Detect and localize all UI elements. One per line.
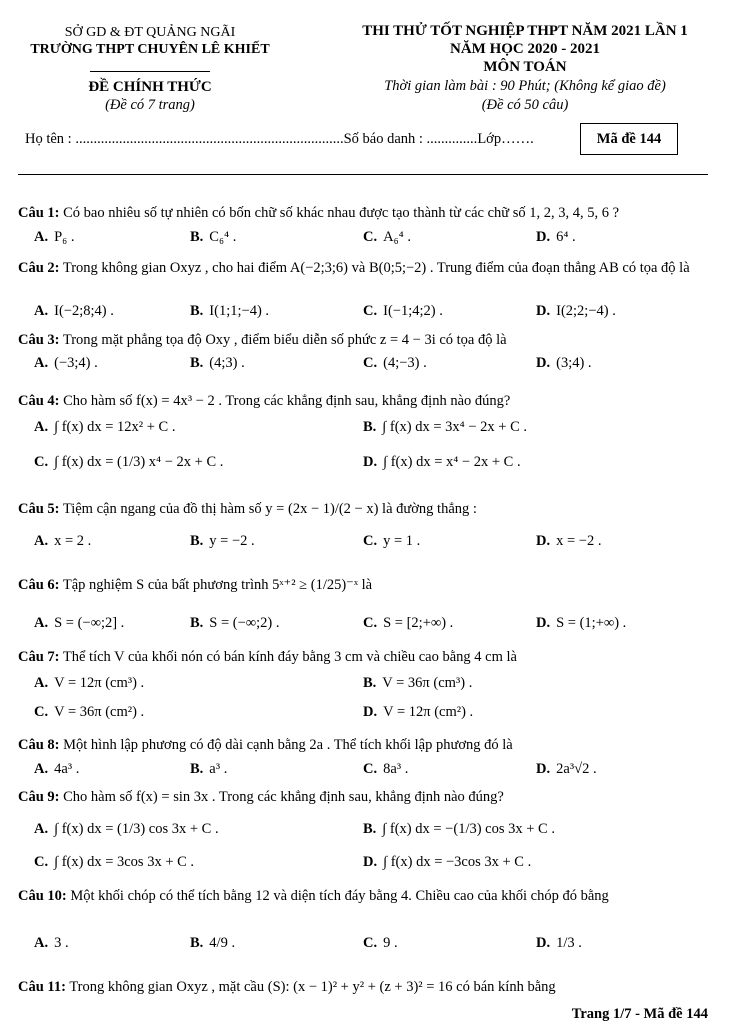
- id-field[interactable]: Số báo danh : ..............: [343, 131, 478, 147]
- q3-option-d[interactable]: D. (3;4) .: [536, 355, 592, 371]
- q1-option-c[interactable]: C. A₆⁴ .: [363, 229, 411, 245]
- subject: MÔN TOÁN: [483, 59, 567, 75]
- question-4: [18, 392, 708, 411]
- header-rule: [18, 174, 708, 175]
- q6-option-c[interactable]: C. S = [2;+∞) .: [363, 615, 454, 631]
- q4-option-b[interactable]: B. ∫ f(x) dx = 3x⁴ − 2x + C .: [363, 419, 528, 435]
- question-label: Câu 9:: [18, 789, 60, 805]
- q2-option-c[interactable]: C. I(−1;4;2) .: [363, 303, 443, 319]
- q3-option-c[interactable]: C. (4;−3) .: [363, 355, 427, 371]
- q1-option-b[interactable]: B. C₆⁴ .: [190, 229, 237, 245]
- q8-option-b[interactable]: B. a³ .: [190, 761, 228, 777]
- question-label: Câu 5:: [18, 501, 60, 517]
- q8-option-a[interactable]: A. 4a³ .: [34, 761, 80, 777]
- q9-option-d[interactable]: D. ∫ f(x) dx = −3cos 3x + C .: [363, 854, 532, 870]
- q7-option-d[interactable]: D. V = 12π (cm²) .: [363, 704, 474, 720]
- question-2: [18, 259, 708, 278]
- question-text: Trong mặt phẳng tọa độ Oxy , điểm biểu diễn số phức z = 4 − 3i có tọa độ là: [62, 332, 507, 348]
- q8-option-d[interactable]: D. 2a³√2 .: [536, 761, 597, 777]
- school-year: NĂM HỌC 2020 - 2021: [450, 41, 600, 57]
- q7-option-b[interactable]: B. V = 36π (cm³) .: [363, 675, 473, 691]
- question-text: Trong không gian Oxyz , cho hai điểm A(−2;3;6) và B(0;5;−2) . Trung điểm của đoạn thẳng AB có tọa độ là: [62, 260, 690, 276]
- q1-option-d[interactable]: D. 6⁴ .: [536, 229, 576, 245]
- exam-code-box: Mã đề 144: [580, 123, 678, 155]
- q4-option-d[interactable]: D. ∫ f(x) dx = x⁴ − 2x + C .: [363, 454, 521, 470]
- q10-option-c[interactable]: C. 9 .: [363, 935, 398, 951]
- exam-title: THI THỬ TỐT NGHIỆP THPT NĂM 2021 LẦN 1: [362, 23, 688, 39]
- question-text: Có bao nhiêu số tự nhiên có bốn chữ số khác nhau được tạo thành từ các chữ số 1, 2, 3, 4, 5, 6 ?: [63, 205, 620, 221]
- question-label: Câu 2:: [18, 260, 60, 276]
- q9-option-c[interactable]: C. ∫ f(x) dx = 3cos 3x + C .: [34, 854, 195, 870]
- pages-note: (Đề có 7 trang): [105, 97, 195, 113]
- question-label: Câu 6:: [18, 577, 60, 593]
- dept-name: SỞ GD & ĐT QUẢNG NGÃI: [64, 25, 236, 40]
- question-text: Cho hàm số f(x) = 4x³ − 2 . Trong các khẳng định sau, khẳng định nào đúng?: [63, 393, 511, 409]
- question-text: Tiệm cận ngang của đồ thị hàm số y = (2x − 1)/(2 − x) là đường thẳng :: [62, 501, 477, 517]
- q5-option-a[interactable]: A. x = 2 .: [34, 533, 92, 549]
- q7-option-a[interactable]: A. V = 12π (cm³) .: [34, 675, 145, 691]
- q6-option-b[interactable]: B. S = (−∞;2) .: [190, 615, 280, 631]
- question-label: Câu 4:: [18, 393, 60, 409]
- question-9: [18, 788, 708, 807]
- question-text: Cho hàm số f(x) = sin 3x . Trong các khẳng định sau, khẳng định nào đúng?: [63, 789, 504, 805]
- q3-option-b[interactable]: B. (4;3) .: [190, 355, 245, 371]
- q5-option-b[interactable]: B. y = −2 .: [190, 533, 255, 549]
- class-field[interactable]: Lớp…….: [477, 131, 534, 147]
- q2-option-b[interactable]: B. I(1;1;−4) .: [190, 303, 270, 319]
- q2-option-d[interactable]: D. I(2;2;−4) .: [536, 303, 616, 319]
- header-left: [0, 24, 300, 114]
- q4-option-a[interactable]: A. ∫ f(x) dx = 12x² + C .: [34, 419, 176, 435]
- name-field[interactable]: Họ tên : ..........................................................................: [25, 131, 344, 147]
- question-10: [18, 887, 708, 906]
- question-8: [18, 736, 708, 755]
- question-label: Câu 11:: [18, 979, 66, 995]
- question-text: Một khối chóp có thể tích bằng 12 và diện tích đáy bằng 4. Chiều cao của khối chóp đó bằng: [70, 888, 609, 904]
- q6-option-d[interactable]: D. S = (1;+∞) .: [536, 615, 627, 631]
- question-11: [18, 978, 708, 997]
- q9-option-b[interactable]: B. ∫ f(x) dx = −(1/3) cos 3x + C .: [363, 821, 555, 837]
- question-1: [18, 204, 708, 223]
- question-text: Một hình lập phương có độ dài cạnh bằng 2a . Thể tích khối lập phương đó là: [63, 737, 513, 753]
- q3-option-a[interactable]: A. (−3;4) .: [34, 355, 98, 371]
- question-7: [18, 648, 708, 667]
- question-text: Tập nghiệm S của bất phương trình 5ˣ⁺² ≥ (1/25)⁻ˣ là: [62, 577, 373, 593]
- question-5: [18, 500, 708, 519]
- official-label: ĐỀ CHÍNH THỨC: [88, 79, 212, 95]
- question-label: Câu 7:: [18, 649, 60, 665]
- q10-option-a[interactable]: A. 3 .: [34, 935, 69, 951]
- q6-option-a[interactable]: A. S = (−∞;2] .: [34, 615, 125, 631]
- q1-option-a[interactable]: A. P₆ .: [34, 229, 75, 245]
- header-right: [330, 22, 720, 115]
- q10-option-d[interactable]: D. 1/3 .: [536, 935, 582, 951]
- page-footer: Trang 1/7 - Mã đề 144: [571, 1006, 708, 1022]
- question-6: [18, 576, 708, 595]
- count-note: (Đề có 50 câu): [481, 97, 569, 113]
- question-label: Câu 10:: [18, 888, 67, 904]
- school-name: TRƯỜNG THPT CHUYÊN LÊ KHIẾT: [30, 42, 270, 57]
- question-text: Thể tích V của khối nón có bán kính đáy bằng 3 cm và chiều cao bằng 4 cm là: [62, 649, 517, 665]
- question-label: Câu 1:: [18, 205, 60, 221]
- question-label: Câu 3:: [18, 332, 60, 348]
- divider: [90, 71, 210, 72]
- q8-option-c[interactable]: C. 8a³ .: [363, 761, 409, 777]
- time-note: Thời gian làm bài : 90 Phút; (Không kể giao đề): [384, 78, 666, 94]
- q5-option-c[interactable]: C. y = 1 .: [363, 533, 421, 549]
- q9-option-a[interactable]: A. ∫ f(x) dx = (1/3) cos 3x + C .: [34, 821, 219, 837]
- q5-option-d[interactable]: D. x = −2 .: [536, 533, 602, 549]
- question-label: Câu 8:: [18, 737, 60, 753]
- student-info-row: [25, 131, 575, 148]
- question-text: Trong không gian Oxyz , mặt cầu (S): (x − 1)² + y² + (z + 3)² = 16 có bán kính bằng: [69, 979, 556, 995]
- question-3: [18, 331, 708, 350]
- q2-option-a[interactable]: A. I(−2;8;4) .: [34, 303, 114, 319]
- q4-option-c[interactable]: C. ∫ f(x) dx = (1/3) x⁴ − 2x + C .: [34, 454, 224, 470]
- q10-option-b[interactable]: B. 4/9 .: [190, 935, 236, 951]
- q7-option-c[interactable]: C. V = 36π (cm²) .: [34, 704, 145, 720]
